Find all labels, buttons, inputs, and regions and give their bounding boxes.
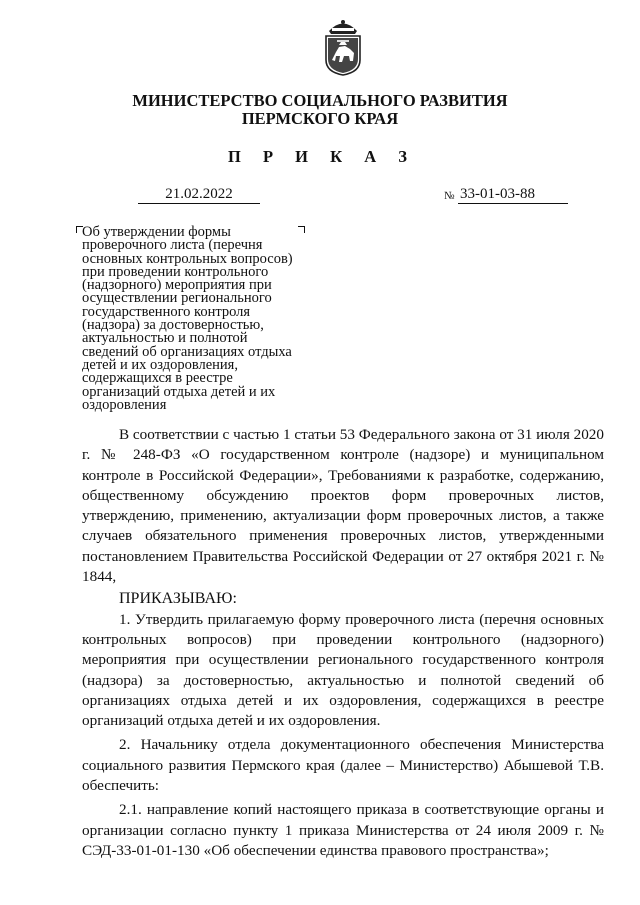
subject-line: основных контрольных вопросов)	[82, 250, 293, 267]
subject-line: государственного контроля	[82, 303, 251, 320]
order-item-2-1: 2.1. направление копий настоящего приказа в соответствующие органы и организации согласно пункту 1 приказа Министерства от 24 июля 2009 г. № СЭД-33-01-01-130 «Об обеспечении единства правового пространства»;	[82, 801, 604, 859]
subject-line: (надзорного) мероприятия при	[82, 277, 272, 294]
document-type-title: П Р И К А З	[228, 147, 416, 166]
ministry-name-line1: МИНИСТЕРСТВО СОЦИАЛЬНОГО РАЗВИТИЯ	[132, 91, 508, 110]
subject-line: сведений об организациях отдыха	[82, 343, 292, 360]
order-item-1: 1. Утвердить прилагаемую форму проверочного листа (перечня основных контрольных вопросов) при проведении контрольного (надзорного) мероприятия при осуществлении регионального государственного контроля (надзора) за достоверностью, актуальностью и полнотой сведений об организациях отдыха детей и их оздоровления, содержащихся в реестре организаций отдыха детей и их оздоровления.	[82, 610, 604, 730]
subject-line: организаций отдыха детей и их	[82, 383, 276, 400]
subject-line: Об утверждении формы	[82, 224, 231, 240]
subject-line: (надзора) за достоверностью,	[82, 317, 264, 334]
order-date: 21.02.2022	[138, 186, 260, 204]
subject-line: осуществлении регионального	[82, 290, 272, 307]
order-item-2: 2. Начальнику отдела документационного обеспечения Министерства социального развития Пермского края (далее – Министерство) Абышевой Т.В. обеспечить:	[82, 736, 604, 795]
subject-line: актуальностью и полнотой	[82, 330, 248, 347]
order-subject	[82, 226, 322, 412]
decree-word: ПРИКАЗЫВАЮ:	[119, 590, 237, 608]
subject-line: содержащихся в реестре	[82, 370, 233, 387]
subject-line: детей и их оздоровления,	[82, 356, 238, 373]
order-number-sign: №	[444, 190, 455, 202]
subject-line: при проведении контрольного	[82, 263, 269, 280]
subject-line: проверочного листа (перечня	[82, 237, 263, 254]
ministry-name-line2: ПЕРМСКОГО КРАЯ	[241, 109, 399, 128]
order-body	[82, 425, 604, 861]
perm-krai-coat-of-arms-icon	[323, 18, 363, 76]
order-number: 33-01-03-88	[458, 186, 568, 204]
preamble-paragraph: В соответствии с частью 1 статьи 53 Федерального закона от 31 июля 2020 г. № 248-ФЗ «О государственном контроле (надзоре) и муниципальном контроле в Российской Федерации», Требованиями к разработке, содержанию, общественному обсуждению проектов форм проверочных листов, утверждению, применению, актуализации форм проверочных листов, а также случаев обязательного применения проверочных листов, утвержденными постановлением Правительства Российской Федерации от 27 октября 2021 г. № 1844,	[82, 426, 604, 586]
subject-line: оздоровления	[82, 396, 167, 413]
